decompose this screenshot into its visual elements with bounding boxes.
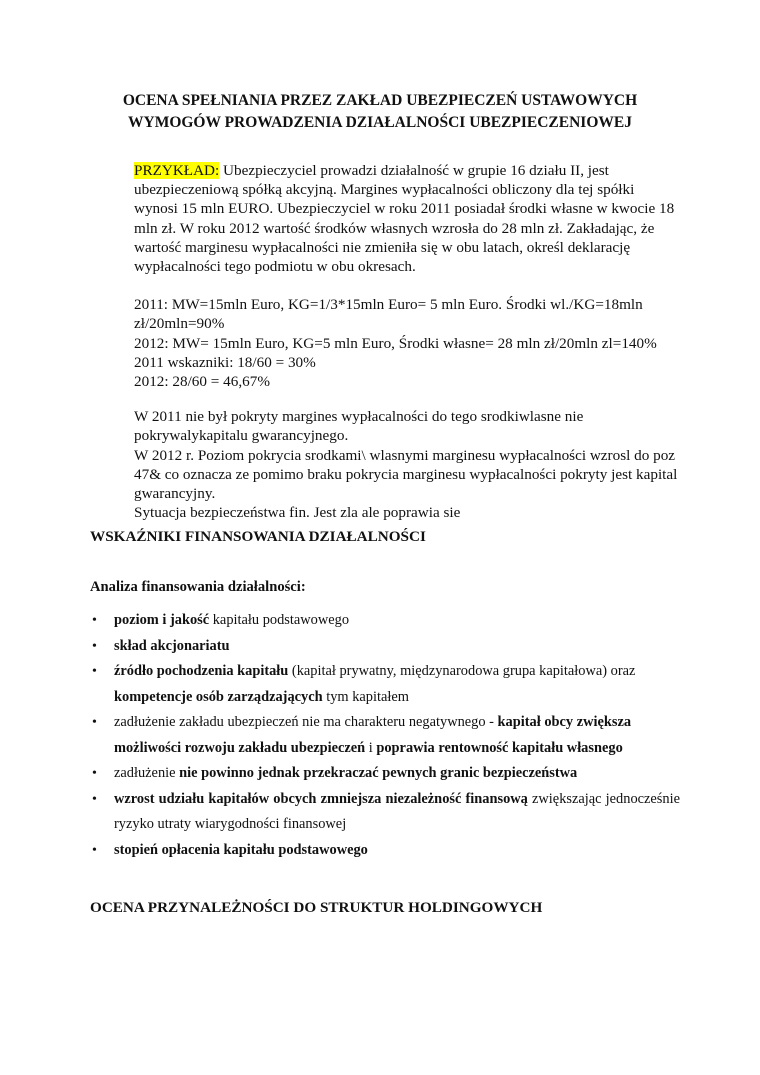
bullet-bold-text: kapitał obcy zwiększa możliwości rozwoju zakładu ubezpieczeń: [114, 714, 632, 756]
bullet-icon: •: [92, 791, 97, 807]
section-subheading-analysis: Analiza finansowania działalności:: [90, 579, 306, 595]
bullet-text: zadłużenie: [114, 765, 180, 781]
list-item: [90, 838, 680, 864]
bullet-bold-text: nie powinno jednak przekraczać pewnych granic bezpieczeństwa: [179, 765, 578, 781]
bullet-bold-text: źródło pochodzenia kapitału: [114, 663, 289, 679]
document-title: [90, 90, 670, 134]
calc-line-2011: 2011: MW=15mln Euro, KG=1/3*15mln Euro= 5 mln Euro. Środki wl./KG=18mln zł/20mln=90%: [134, 296, 643, 333]
bullet-icon: •: [92, 842, 97, 858]
example-block: [134, 161, 679, 522]
calc-ratio-2012: 2012: 28/60 = 46,67%: [134, 373, 270, 391]
bullet-text: (kapitał prywatny, międzynarodowa grupa kapitałowa) oraz: [288, 663, 636, 679]
title-line-2: WYMOGÓW PROWADZENIA DZIAŁALNOŚCI UBEZPIECZENIOWEJ: [128, 114, 632, 131]
section-heading-holding: OCENA PRZYNALEŻNOŚCI DO STRUKTUR HOLDINGOWYCH: [90, 899, 543, 916]
bullet-icon: •: [92, 715, 97, 730]
example-text: Ubezpieczyciel prowadzi działalność w grupie 16 działu II, jest ubezpieczeniową spółką akcyjną. Margines wypłacalności obliczony dla tej spółki wynosi 15 mln EURO. Ubezpieczyciel w roku 2011 posiadał środki własne w kwocie 18 mln zł. W roku 2012 wartość środków własnych wzrosła do 28 mln zł. Zakładając, że wartość marginesu wypłacalności nie zmieniła się w obu latach, określ deklarację wypłacalności tego podmiotu w obu okresach.: [134, 162, 675, 276]
conclusion-2012: W 2012 r. Poziom pokrycia srodkami\ wlasnymi marginesu wypłacalności wzrosl do poz 47& co oznacza ze pomimo braku pokrycia marginesu wypłacalności pokryty jest kapital gwarancyjny.: [134, 446, 678, 503]
conclusion-summary: Sytuacja bezpieczeństwa fin. Jest zla ale poprawia sie: [134, 504, 461, 522]
list-item: [90, 710, 680, 761]
bullet-bold-text: wzrost udziału kapitałów obcych zmniejsza niezależność finansową: [114, 790, 528, 807]
list-item: [90, 659, 680, 710]
financing-bullet-list: [90, 608, 680, 863]
example-label-highlight: PRZYKŁAD:: [134, 162, 220, 179]
example-paragraph: [134, 161, 679, 276]
bullet-icon: •: [92, 664, 97, 679]
bullet-icon: •: [92, 613, 97, 628]
bullet-icon: •: [92, 638, 97, 654]
calc-ratio-2011: 2011 wskazniki: 18/60 = 30%: [134, 353, 316, 371]
bullet-text: tym kapitałem: [322, 688, 409, 705]
bullet-text: kapitału podstawowego: [209, 612, 350, 628]
list-item: [90, 634, 680, 660]
bullet-bold-text: kompetencje osób zarządzających: [114, 688, 323, 705]
bullet-text: zwiększając jednocześnie ryzyko utraty wiarygodności finansowej: [114, 790, 680, 832]
section-heading-financing: WSKAŹNIKI FINANSOWANIA DZIAŁALNOŚCI: [90, 528, 426, 545]
bullet-text: i: [365, 739, 377, 756]
bullet-bold-text: stopień opłacenia kapitału podstawowego: [114, 841, 368, 858]
calc-line-2012: 2012: MW= 15mln Euro, KG=5 mln Euro, Środki własne= 28 mln zł/20mln zl=140%: [134, 334, 657, 352]
bullet-icon: •: [92, 766, 97, 781]
bullet-bold-text: poprawia rentowność kapitału własnego: [376, 739, 623, 756]
list-item: [90, 608, 680, 634]
list-item: [90, 761, 680, 787]
bullet-bold-text: skład akcjonariatu: [114, 637, 230, 654]
conclusion-2011: W 2011 nie był pokryty margines wypłacalności do tego srodkiwlasne nie pokrywalykapitalu gwarancyjnego.: [134, 408, 584, 445]
title-line-1: OCENA SPEŁNIANIA PRZEZ ZAKŁAD UBEZPIECZEŃ USTAWOWYCH: [122, 92, 638, 109]
list-item: [90, 787, 680, 838]
bullet-bold-text: poziom i jakość: [114, 612, 210, 628]
bullet-text: zadłużenie zakładu ubezpieczeń nie ma charakteru negatywnego -: [114, 714, 498, 730]
